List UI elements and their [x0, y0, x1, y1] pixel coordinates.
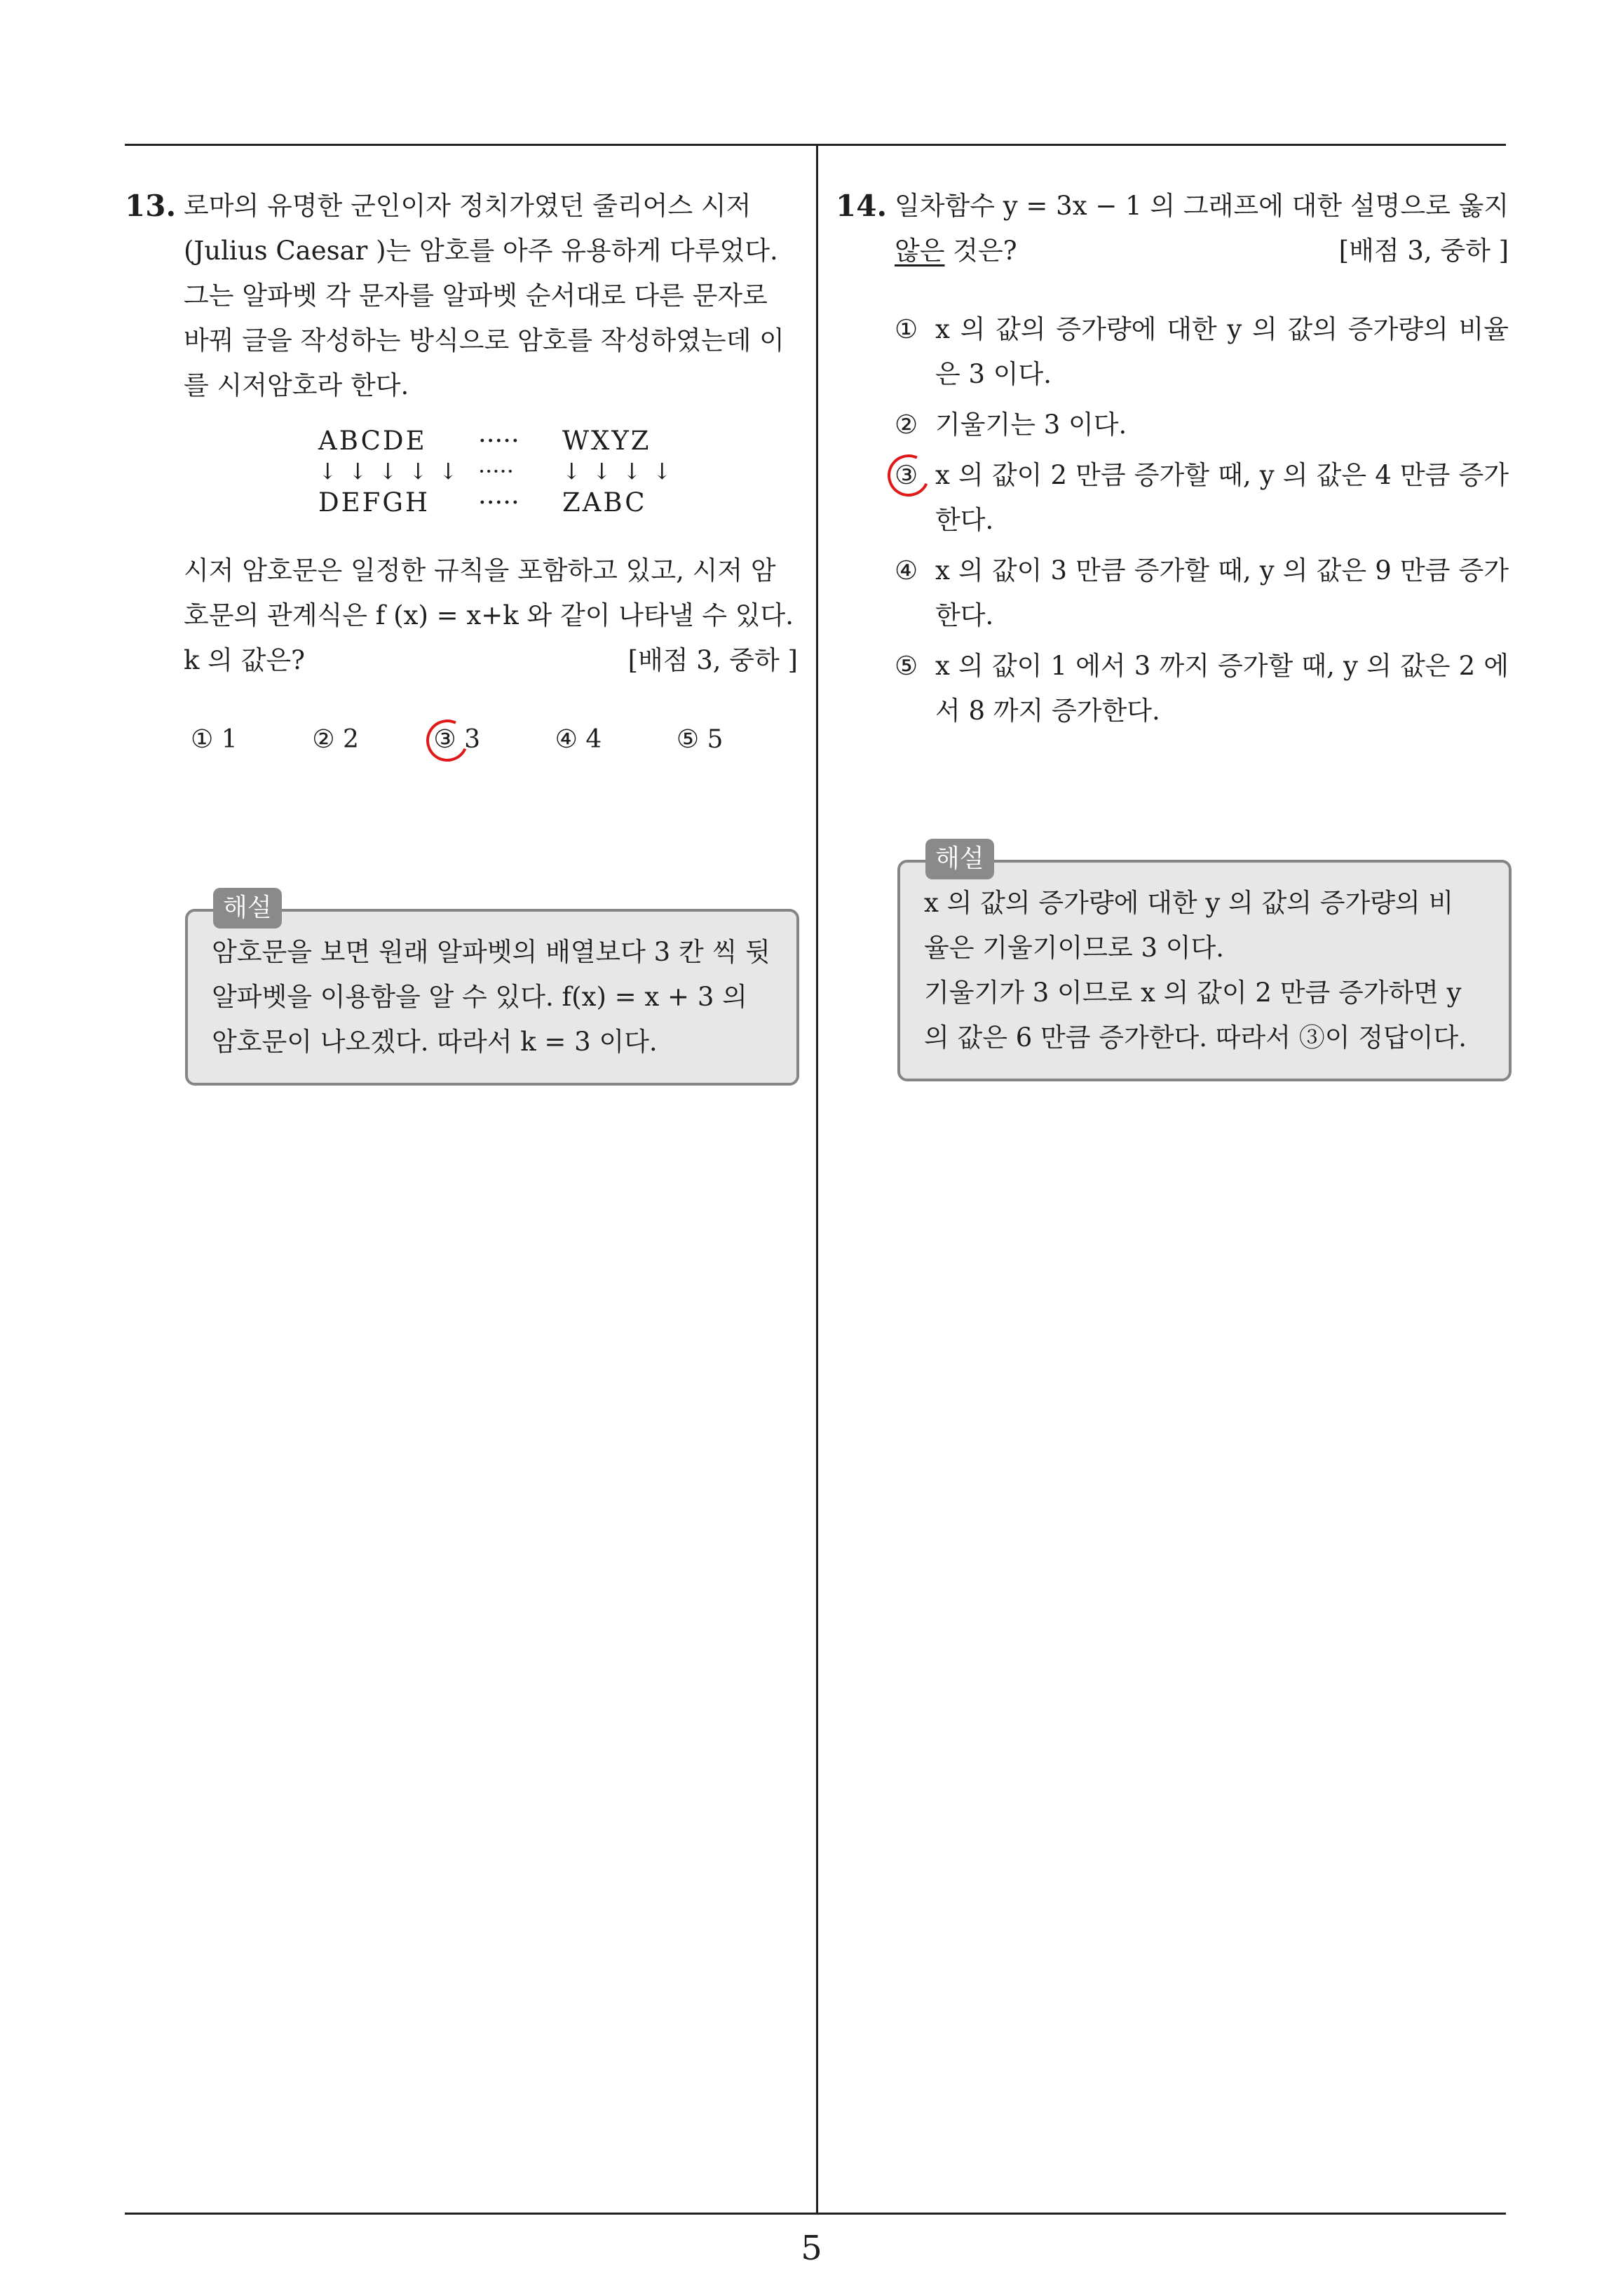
- answer-choices: [895, 307, 1509, 734]
- question-line: 그는 알파벳 각 문자를 알파벳 순서대로 다른 문자로: [184, 281, 768, 311]
- choice-1[interactable]: [895, 307, 1509, 397]
- question-line: 로마의 유명한 군인이자 정치가였던 줄리어스 시저: [184, 191, 752, 221]
- solution-box-13: [185, 893, 799, 1086]
- choice-text: 기울기는 3 이다.: [935, 410, 1127, 440]
- paragraph-line: 시저 암호문은 일정한 규칙을 포함하고 있고, 시저 암: [184, 555, 776, 586]
- choice-mark: ⑤: [895, 651, 918, 681]
- cipher-plain-right: WXYZ: [562, 425, 651, 456]
- question-line: 일차함수 y = 3x − 1 의 그래프에 대한 설명으로 옳지: [895, 191, 1509, 221]
- question-line: 를 시저암호라 한다.: [184, 370, 409, 400]
- solution-line: 의 값은 6 만큼 증가한다. 따라서 ③이 정답이다.: [924, 1022, 1467, 1053]
- cipher-arrow-row: [318, 456, 798, 487]
- choice-mark: ②: [895, 410, 918, 440]
- choice-mark: ①: [191, 725, 214, 754]
- question-number: 13.: [125, 189, 177, 223]
- question-paragraph: [184, 548, 798, 683]
- paragraph-line: 호문의 관계식은 f (x) = x+k 와 같이 나타낼 수 있다.: [184, 600, 794, 630]
- choice-mark: ④: [895, 555, 918, 586]
- cipher-arrows-right: ↓ ↓ ↓ ↓: [562, 458, 674, 485]
- choice-1[interactable]: [191, 725, 312, 754]
- cipher-plain-left: ABCDE: [318, 425, 427, 456]
- question-text: [895, 184, 1509, 274]
- solution-line: 율은 기울기이므로 3 이다.: [924, 933, 1225, 963]
- solution-label: 해설: [925, 839, 994, 879]
- column-divider: [816, 145, 818, 2214]
- choice-2[interactable]: [312, 725, 433, 754]
- cipher-encoded-left: DEFGH: [318, 487, 430, 518]
- choice-mark: ③: [895, 460, 918, 490]
- solution-line: x 의 값의 증가량에 대한 y 의 값의 증가량의 비: [924, 888, 1454, 918]
- cipher-arrows-left: ↓ ↓ ↓ ↓ ↓: [318, 458, 460, 485]
- cipher-dots: ·····: [478, 487, 520, 518]
- score-label: [배점 3, 중하 ]: [627, 645, 798, 675]
- cipher-dots: ·····: [478, 458, 514, 485]
- answer-choices: [191, 725, 798, 754]
- choice-value: 5: [707, 725, 724, 754]
- choice-text: x 의 값이 1 에서 3 까지 증가할 때, y 의 값은 2 에서 8 까지 증가한다.: [935, 651, 1509, 726]
- question-13: [125, 184, 798, 754]
- question-line: 바꿔 글을 작성하는 방식으로 암호를 작성하였는데 이: [184, 325, 785, 356]
- question-line-rest: 것은?: [944, 236, 1017, 266]
- choice-value: 3: [464, 725, 481, 754]
- choice-3[interactable]: [433, 725, 555, 754]
- page-number: 5: [801, 2229, 822, 2268]
- choice-3[interactable]: [895, 453, 1509, 543]
- choice-mark: ①: [895, 314, 918, 344]
- solution-line: 암호문을 보면 원래 알파벳의 배열보다 3 칸 씩 뒷: [212, 937, 770, 967]
- solution-label: 해설: [213, 888, 282, 928]
- underlined-word: 않은: [895, 236, 945, 266]
- choice-4[interactable]: [555, 725, 677, 754]
- cipher-encoded-row: [318, 487, 798, 518]
- question-line: (Julius Caesar )는 암호를 아주 유용하게 다루었다.: [184, 236, 778, 266]
- cipher-dots: ·····: [478, 425, 520, 456]
- choice-4[interactable]: [895, 548, 1509, 638]
- cipher-encoded-right: ZABC: [562, 487, 647, 518]
- choice-value: 1: [221, 725, 238, 754]
- choice-value: 4: [585, 725, 602, 754]
- choice-text: x 의 값의 증가량에 대한 y 의 값의 증가량의 비율은 3 이다.: [935, 314, 1509, 389]
- choice-text: x 의 값이 2 만큼 증가할 때, y 의 값은 4 만큼 증가한다.: [935, 460, 1509, 535]
- choice-mark: ②: [312, 725, 335, 754]
- choice-2[interactable]: [895, 403, 1509, 447]
- choice-text: x 의 값이 3 만큼 증가할 때, y 의 값은 9 만큼 증가한다.: [935, 555, 1509, 630]
- choice-5[interactable]: [895, 644, 1509, 734]
- choice-mark: ⑤: [676, 725, 700, 754]
- question-text: [184, 184, 798, 408]
- solution-line: 기울기가 3 이므로 x 의 값이 2 만큼 증가하면 y: [924, 978, 1462, 1008]
- bottom-rule: [125, 2213, 1506, 2215]
- choice-mark: ④: [555, 725, 578, 754]
- cipher-plain-row: [318, 425, 798, 456]
- choice-value: 2: [342, 725, 359, 754]
- top-rule: [125, 144, 1506, 146]
- question-14: [836, 184, 1509, 739]
- answer-circle-icon: [882, 449, 936, 503]
- choice-mark: ③: [433, 725, 456, 754]
- solution-box-14: [897, 844, 1512, 1081]
- score-label: [배점 3, 중하 ]: [1338, 236, 1509, 266]
- solution-line: 알파벳을 이용함을 알 수 있다. f(x) = x + 3 의: [212, 982, 747, 1012]
- choice-5[interactable]: [677, 725, 798, 754]
- solution-line: 암호문이 나오겠다. 따라서 k = 3 이다.: [212, 1027, 658, 1057]
- paragraph-line: k 의 값은?: [184, 645, 306, 675]
- cipher-table: [318, 425, 798, 518]
- question-number: 14.: [836, 189, 888, 223]
